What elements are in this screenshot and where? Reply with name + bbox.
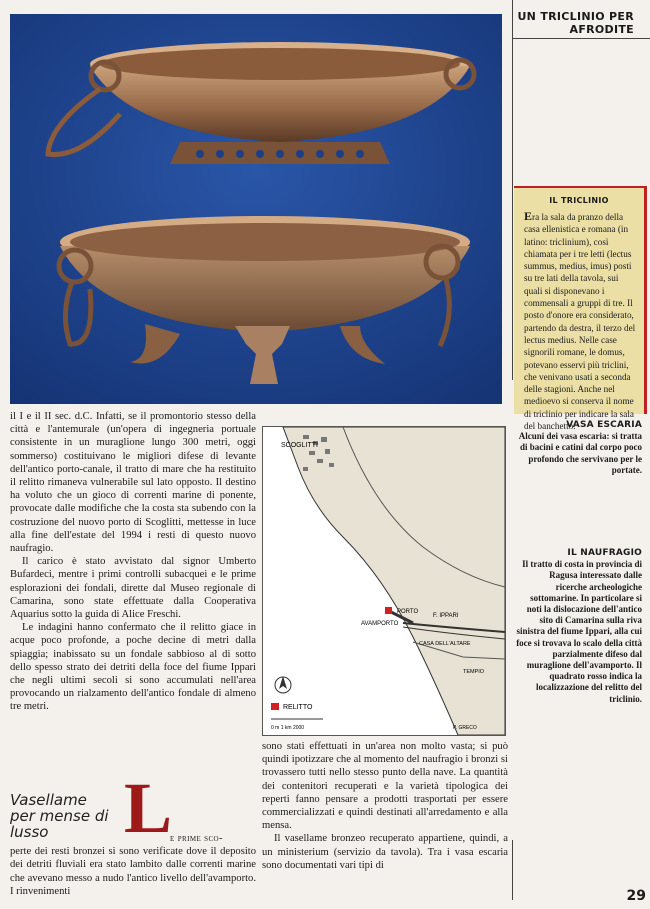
map-credit: P. GRECO (453, 725, 477, 731)
paragraph: sono stati effettuati in un'area non molto vasta; si può quindi ipotizzare che al momento del naufragio i bronzi si trovassero tutti nello stesso punto della nave. La quantità dei contenitori recuperati e la varietà tipologica dei reperti fanno pensare a prodotti trasportati per essere commercializzati e quindi destinati all'arredamento e alla mensa. (262, 741, 508, 832)
page-number: 29 (626, 888, 646, 904)
paragraph: Il vasellame bronzeo recuperato appartiene, quindi, a un ministerium (servizio da tavola). Tra i vasa escaria sono documentati vari tipi di (262, 833, 508, 871)
map-scale: 0 m 1 km 2000 (271, 725, 305, 731)
sidebar-box-text (524, 210, 638, 432)
column-rule (512, 0, 513, 380)
coast-map (262, 426, 506, 736)
running-header-title: UN TRICLINIO PER AFRODITE (517, 10, 634, 36)
map-label-scoglitti: SCOGLITTI (281, 442, 318, 449)
map-legend-relitto: RELITTO (283, 704, 313, 711)
section-text: perte dei resti bronzei si sono verificate dove il deposito dei detriti fluviali era stato lambito dalle correnti marine che avevano messo a nudo l'antico livello dell'avamporto. I rinvenimenti (10, 846, 256, 897)
map-label-avamporto: AVAMPORTO (361, 621, 399, 627)
map-label-tempio: TEMPIO (463, 669, 485, 675)
article-column-2 (262, 740, 508, 872)
header-rule (512, 38, 650, 39)
section-heading: Vasellame per mense di lusso (10, 791, 109, 841)
column-rule-bottom (512, 840, 513, 900)
vasa-escaria-caption (516, 420, 642, 476)
map-label-ippari: F. IPPARI (433, 613, 459, 619)
drop-cap: L (124, 768, 173, 848)
sidebar-body: ra la sala da pranzo della casa ellenistica e romana (in latino: triclinium), così chiamata per i tre letti (lectus summus, medius, imus) posti su tre lati della tavola, sui quali si disponevano i commensali a gruppi di tre. Il posto d'onore era considerato, partendo da destra, il terzo del lectus medius. Nelle case signorili romane, le domus, potevano esservi più triclini, che venivano usati a seconda delle stagioni. Anche nel medioevo si conserva il nome di triclinio per indicare la sala del banchetto. (524, 212, 636, 432)
lead-small-caps: e prime sco- (170, 833, 223, 844)
naufragio-caption (516, 548, 642, 705)
paragraph: Le indagini hanno confermato che il relitto giace in acque poco profonde, a poche decine di metri dalla spiaggia; inabissato su un fondale sabbioso al di sotto dello spesso strato dei detriti della foce del fiume Ippari che negli ultimi secoli si sono accumulati nell'area provocando un rialzamento dell'antico fondale di almeno tre metri. (10, 622, 256, 713)
naufragio-caption-label: IL NAUFRAGIO (567, 548, 642, 558)
map-label-casa: CASA DELL'ALTARE (419, 641, 471, 647)
map-label-porto: PORTO (397, 609, 419, 615)
vasa-caption-text: Alcuni dei vasa escaria: si tratta di bacini e catini dal corpo poco profondo che servivano per le portate. (518, 431, 642, 475)
section-paragraph (10, 832, 256, 898)
article-column-1 (10, 410, 256, 714)
bronze-basins-photo (10, 14, 502, 404)
naufragio-caption-text: Il tratto di costa in provincia di Ragusa interessato dalle ricerche archeologiche sottomarine. In particolare si noti la dislocazione dell'antico sito di Camarina sulla riva sinistra del fiume Ippari, alla cui foce si trovava lo scalo della città parzialmente difeso dal muraglione dell'avamporto. Il quadrato rosso indica la localizzazione del relitto del triclinio. (516, 559, 642, 704)
sidebar-box-title: IL TRICLINIO (549, 196, 609, 205)
paragraph: Il carico è stato avvistato dal signor Umberto Bufardeci, mentre i primi controlli subacquei e le prime esplorazioni dei fondali, dirette dal Museo regionale di Camarina, sono state effettuate dalla Cooperativa Aquarius sotto la guida di Alice Freschi. (10, 556, 256, 621)
paragraph: il I e il II sec. d.C. Infatti, se il promontorio stesso della città e l'antemurale (un'opera di ingegneria portuale consistente in un muraglione lungo 300 metri, oggi sommerso) costituivano le migliori difese di levante dell'antico porto-canale, il tratto di mare che ha restituito il relitto rimaneva vulnerabile sul lato opposto. Il destino ha voluto che un gioco di correnti marine di ponente, provocate dalle modifiche che la costa sta subendo con la costruzione del nuovo porto di Scoglitti, mettesse in luce alla fine dell'estate del 1994 i resti di questo nuovo naufragio. (10, 411, 256, 555)
sidebar-initial: E (524, 209, 533, 223)
relitto-marker (385, 607, 392, 614)
vasa-caption-label: VASA ESCARIA (566, 420, 642, 430)
